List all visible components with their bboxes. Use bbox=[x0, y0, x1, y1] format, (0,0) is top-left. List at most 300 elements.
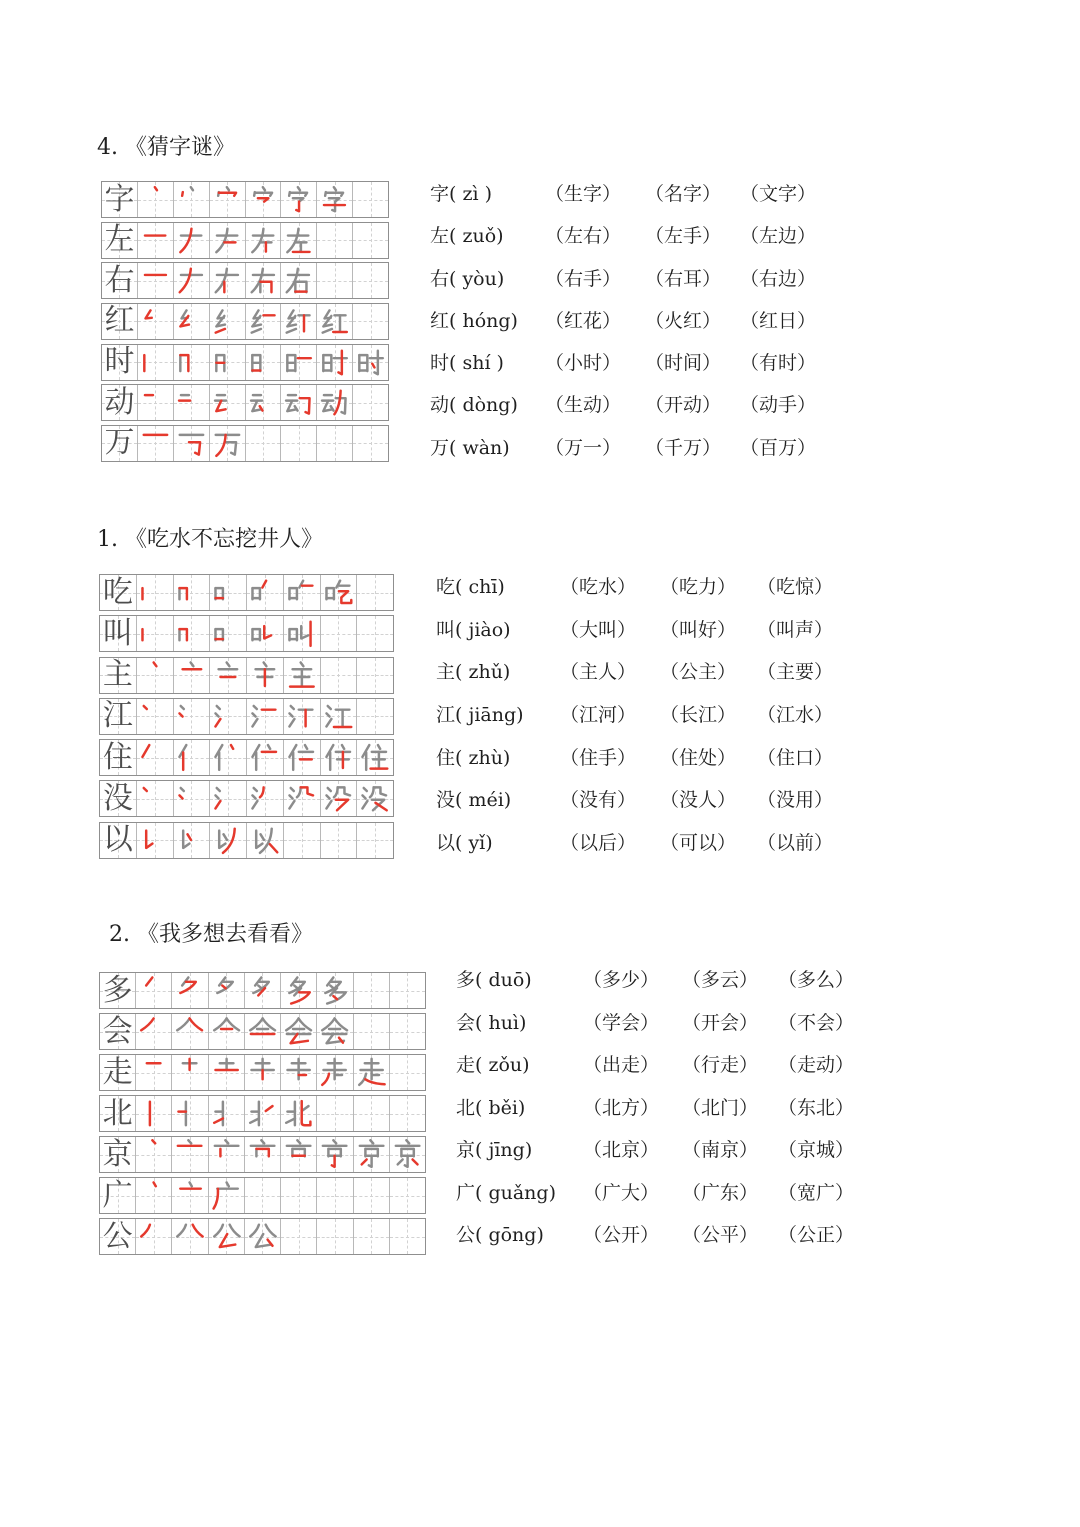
new-stroke bbox=[332, 1156, 335, 1167]
new-stroke bbox=[222, 986, 225, 989]
pinyin-entry: 多( duō) bbox=[456, 969, 532, 991]
new-stroke bbox=[297, 202, 300, 212]
new-stroke bbox=[179, 269, 190, 292]
stroke-order-step bbox=[174, 975, 205, 1006]
model-char-cell bbox=[102, 263, 138, 298]
word-entry: （长江） bbox=[660, 704, 737, 727]
word-entry: （右耳） bbox=[645, 267, 722, 290]
stroke-step-cell bbox=[137, 575, 174, 610]
previous-stroke bbox=[370, 1140, 373, 1143]
previous-stroke bbox=[224, 834, 227, 840]
word-entry: （以后） bbox=[560, 832, 637, 855]
new-stroke bbox=[141, 1225, 150, 1237]
model-char-cell bbox=[100, 658, 137, 693]
word-entry: （广东） bbox=[682, 1181, 759, 1204]
previous-stroke bbox=[190, 662, 193, 666]
model-char-cell bbox=[100, 616, 137, 651]
model-char: 会 bbox=[102, 1013, 133, 1049]
stroke-step-cell bbox=[317, 1055, 353, 1090]
stroke-order-step bbox=[319, 1139, 350, 1170]
stroke-order-step bbox=[249, 783, 281, 814]
stroke-step-cell bbox=[281, 1137, 317, 1172]
previous-stroke bbox=[375, 350, 378, 373]
stroke-step-cell bbox=[136, 1137, 172, 1172]
word-entry: （红花） bbox=[545, 309, 622, 332]
model-char: 右 bbox=[104, 262, 135, 298]
previous-stroke bbox=[266, 1225, 276, 1237]
word-list-row bbox=[436, 822, 856, 865]
stroke-order-step bbox=[212, 618, 244, 649]
new-stroke bbox=[335, 800, 347, 811]
stroke-step-cell bbox=[245, 1096, 281, 1131]
new-stroke bbox=[216, 801, 221, 808]
model-char-cell bbox=[100, 699, 137, 734]
stroke-step-cell bbox=[172, 1219, 208, 1254]
stroke-order-step bbox=[176, 428, 207, 459]
previous-stroke bbox=[178, 1018, 190, 1030]
word-list-row bbox=[456, 1214, 876, 1257]
stroke-order-step bbox=[323, 577, 355, 608]
new-stroke bbox=[231, 745, 233, 749]
previous-stroke bbox=[264, 662, 267, 666]
word-entry: （住手） bbox=[560, 746, 637, 769]
previous-stroke bbox=[288, 228, 299, 251]
new-stroke bbox=[300, 398, 310, 413]
previous-stroke bbox=[252, 713, 255, 716]
grid-row bbox=[101, 181, 389, 218]
stroke-order-step bbox=[248, 225, 279, 256]
word-entry: （出走） bbox=[583, 1054, 660, 1076]
stroke-step-cell bbox=[247, 575, 284, 610]
grid-row bbox=[99, 657, 394, 694]
empty-practice-cell bbox=[354, 973, 390, 1008]
stroke-order-step bbox=[359, 783, 391, 814]
stroke-step-cell bbox=[172, 1178, 208, 1213]
new-stroke bbox=[338, 591, 350, 603]
stroke-order-step bbox=[286, 660, 318, 691]
stroke-step-cell bbox=[209, 1014, 245, 1049]
stroke-order-step bbox=[283, 1057, 314, 1088]
stroke-step-cell bbox=[390, 1137, 425, 1172]
stroke-step-cell bbox=[247, 699, 284, 734]
stroke-order-step bbox=[138, 1098, 169, 1129]
previous-stroke bbox=[294, 986, 297, 989]
previous-stroke bbox=[331, 986, 334, 989]
pinyin-entry: 吃( chī) bbox=[436, 576, 505, 598]
new-stroke bbox=[262, 581, 266, 588]
stroke-order-step bbox=[319, 306, 350, 337]
grid-row bbox=[99, 822, 394, 859]
grid-row bbox=[99, 780, 394, 817]
word-entry: （吃水） bbox=[560, 576, 637, 598]
stroke-order-step bbox=[212, 701, 244, 732]
word-entry: （住处） bbox=[660, 746, 737, 769]
stroke-step-cell bbox=[172, 1055, 208, 1090]
stroke-order-step bbox=[319, 1057, 350, 1088]
stroke-step-cell bbox=[137, 658, 174, 693]
model-char-cell bbox=[100, 1096, 136, 1131]
stroke-order-step bbox=[356, 1139, 387, 1170]
stroke-step-cell bbox=[138, 304, 174, 339]
word-entry: （住口） bbox=[757, 746, 834, 769]
empty-practice-cell bbox=[357, 575, 393, 610]
pinyin-entry: 左( zuǒ) bbox=[430, 225, 504, 248]
empty-practice-cell bbox=[353, 385, 388, 420]
stroke-order-step bbox=[392, 1139, 423, 1170]
word-list-row bbox=[436, 779, 856, 822]
new-stroke bbox=[302, 1101, 311, 1125]
stroke-order-step bbox=[140, 428, 171, 459]
stroke-step-cell bbox=[174, 304, 210, 339]
grid-row bbox=[99, 615, 394, 652]
word-entry: （京城） bbox=[778, 1139, 855, 1161]
stroke-step-cell bbox=[174, 616, 211, 651]
stroke-step-cell bbox=[174, 658, 211, 693]
new-stroke bbox=[182, 192, 183, 196]
word-entry: （没人） bbox=[660, 789, 737, 812]
stroke-order-step bbox=[249, 660, 281, 691]
previous-stroke bbox=[251, 329, 260, 333]
word-list-row bbox=[436, 566, 856, 609]
stroke-step-cell bbox=[281, 223, 317, 258]
empty-practice-cell bbox=[353, 426, 388, 461]
word-entry: （北门） bbox=[682, 1096, 759, 1119]
stroke-step-cell bbox=[210, 575, 247, 610]
new-stroke bbox=[335, 391, 341, 414]
new-stroke bbox=[193, 1225, 203, 1237]
empty-practice-cell bbox=[317, 1178, 353, 1213]
stroke-step-cell bbox=[354, 1055, 390, 1090]
stroke-step-cell bbox=[174, 575, 211, 610]
stroke-order-step bbox=[174, 1139, 205, 1170]
stroke-order-step bbox=[212, 660, 244, 691]
previous-stroke bbox=[333, 788, 337, 798]
previous-stroke bbox=[250, 1225, 259, 1237]
stroke-order-step bbox=[139, 742, 171, 773]
previous-stroke bbox=[326, 719, 331, 726]
word-entry: （叫声） bbox=[757, 618, 834, 641]
empty-practice-cell bbox=[321, 823, 358, 858]
stroke-step-cell bbox=[247, 823, 284, 858]
stroke-step-cell bbox=[284, 658, 321, 693]
stroke-step-cell bbox=[174, 740, 211, 775]
word-entry: （北京） bbox=[583, 1139, 660, 1161]
word-list-row bbox=[430, 384, 850, 426]
stroke-step-cell bbox=[281, 182, 317, 217]
previous-stroke bbox=[226, 1182, 228, 1186]
stroke-order-step bbox=[319, 347, 350, 378]
new-stroke bbox=[223, 829, 235, 853]
stroke-order-step bbox=[286, 701, 318, 732]
word-entry: （广大） bbox=[583, 1181, 660, 1204]
word-entry: （公开） bbox=[583, 1224, 660, 1246]
stroke-order-step bbox=[139, 660, 171, 691]
word-entry: （开动） bbox=[645, 394, 722, 417]
stroke-step-cell bbox=[210, 658, 247, 693]
new-stroke bbox=[179, 796, 182, 799]
model-char: 公 bbox=[102, 1218, 133, 1254]
previous-stroke bbox=[286, 1118, 295, 1122]
stroke-order-step bbox=[319, 387, 350, 418]
new-stroke bbox=[365, 1079, 384, 1084]
previous-stroke bbox=[301, 626, 308, 638]
word-entry: （红日） bbox=[740, 309, 817, 332]
model-char-cell bbox=[102, 426, 138, 461]
stroke-order-step bbox=[176, 265, 207, 296]
stroke-order-step bbox=[140, 225, 171, 256]
pinyin-entry: 右( yòu) bbox=[430, 267, 505, 290]
empty-practice-cell bbox=[354, 1219, 390, 1254]
empty-practice-cell bbox=[353, 182, 388, 217]
stroke-step-cell bbox=[247, 616, 284, 651]
stroke-step-cell bbox=[281, 304, 317, 339]
pinyin-entry: 万( wàn) bbox=[430, 436, 510, 459]
stroke-order-step bbox=[212, 577, 244, 608]
new-stroke bbox=[143, 788, 146, 791]
empty-practice-cell bbox=[245, 1178, 281, 1213]
word-entry: （江水） bbox=[757, 704, 834, 727]
grid-row bbox=[101, 222, 389, 259]
previous-stroke bbox=[370, 788, 374, 798]
previous-stroke bbox=[229, 1225, 239, 1237]
stroke-step-cell bbox=[138, 263, 174, 298]
stroke-step-cell bbox=[174, 263, 210, 298]
previous-stroke bbox=[298, 187, 300, 190]
previous-stroke bbox=[290, 706, 293, 709]
stroke-step-cell bbox=[172, 1014, 208, 1049]
new-stroke bbox=[219, 1234, 235, 1247]
model-char-cell bbox=[102, 345, 138, 380]
pinyin-entry: 叫( jiào) bbox=[436, 618, 511, 641]
stroke-step-cell bbox=[317, 973, 353, 1008]
stroke-order-step bbox=[140, 387, 171, 418]
model-char: 多 bbox=[102, 972, 133, 1008]
word-entry: （江河） bbox=[560, 704, 637, 727]
grid-row bbox=[101, 384, 389, 421]
word-entry: （火红） bbox=[645, 309, 722, 332]
empty-practice-cell bbox=[321, 658, 358, 693]
previous-stroke bbox=[287, 329, 296, 333]
empty-practice-cell bbox=[317, 1219, 353, 1254]
stroke-step-cell bbox=[210, 426, 246, 461]
stroke-order-step bbox=[286, 742, 318, 773]
pinyin-entry: 会( huì) bbox=[456, 1011, 527, 1034]
word-entry: （小时） bbox=[545, 352, 622, 375]
previous-stroke bbox=[341, 745, 343, 749]
previous-stroke bbox=[225, 442, 236, 454]
stroke-order-step bbox=[248, 347, 279, 378]
new-stroke bbox=[260, 788, 264, 798]
stroke-step-cell bbox=[247, 740, 284, 775]
previous-stroke bbox=[226, 187, 228, 190]
stroke-order-step bbox=[211, 1016, 242, 1047]
word-list-row bbox=[456, 959, 876, 1002]
stroke-order-step bbox=[138, 1180, 169, 1211]
model-char: 动 bbox=[104, 384, 135, 420]
pinyin-entry: 北( běi) bbox=[456, 1096, 526, 1119]
stroke-step-cell bbox=[245, 1014, 281, 1049]
previous-stroke bbox=[305, 745, 307, 749]
stroke-step-cell bbox=[317, 1137, 353, 1172]
model-char: 吃 bbox=[102, 574, 133, 610]
stroke-step-cell bbox=[321, 575, 358, 610]
word-entry: （南京） bbox=[682, 1139, 759, 1161]
model-char: 江 bbox=[102, 698, 133, 734]
empty-practice-cell bbox=[281, 426, 317, 461]
stroke-step-cell bbox=[136, 1178, 172, 1213]
model-char-cell bbox=[102, 385, 138, 420]
pinyin-entry: 以( yǐ) bbox=[436, 832, 493, 855]
stroke-order-step bbox=[323, 701, 355, 732]
empty-practice-cell bbox=[357, 699, 393, 734]
stroke-step-cell bbox=[209, 1137, 245, 1172]
new-stroke bbox=[213, 1189, 217, 1209]
stroke-order-step bbox=[249, 577, 281, 608]
stroke-order-step bbox=[247, 1139, 278, 1170]
word-entry: （主人） bbox=[560, 661, 637, 684]
previous-stroke bbox=[256, 830, 262, 847]
grid-row bbox=[101, 425, 389, 462]
stroke-step-cell bbox=[246, 345, 282, 380]
word-entry: （走动） bbox=[778, 1054, 855, 1076]
stroke-step-cell bbox=[136, 1055, 172, 1090]
stroke-order-step bbox=[249, 701, 281, 732]
word-list-row bbox=[436, 609, 856, 652]
stroke-step-cell bbox=[209, 1178, 245, 1213]
word-entry: （开会） bbox=[682, 1011, 759, 1034]
word-entry: （百万） bbox=[740, 436, 817, 459]
stroke-step-cell bbox=[210, 781, 247, 816]
previous-stroke bbox=[227, 662, 230, 666]
word-entry: （没用） bbox=[757, 789, 834, 812]
stroke-order-step bbox=[139, 783, 171, 814]
stroke-step-cell bbox=[174, 345, 210, 380]
stroke-step-cell bbox=[284, 699, 321, 734]
stroke-order-step bbox=[319, 975, 350, 1006]
word-list-row bbox=[436, 694, 856, 737]
model-char-cell bbox=[100, 1137, 136, 1172]
pinyin-entry: 动( dòng) bbox=[430, 394, 518, 417]
stroke-order-step bbox=[286, 783, 318, 814]
stroke-step-cell bbox=[137, 781, 174, 816]
word-list-row bbox=[456, 1087, 876, 1130]
stroke-order-step bbox=[283, 1139, 314, 1170]
previous-stroke bbox=[289, 796, 292, 799]
previous-stroke bbox=[217, 788, 220, 791]
model-char: 时 bbox=[104, 344, 135, 380]
previous-stroke bbox=[216, 796, 219, 799]
empty-practice-cell bbox=[281, 1219, 317, 1254]
new-stroke bbox=[334, 996, 338, 999]
stroke-order-step bbox=[140, 184, 171, 215]
grid-row bbox=[99, 1136, 426, 1173]
new-stroke bbox=[153, 1140, 156, 1143]
pinyin-entry: 广( guǎng) bbox=[456, 1181, 556, 1204]
stroke-step-cell bbox=[284, 575, 321, 610]
previous-stroke bbox=[374, 788, 386, 796]
new-stroke bbox=[372, 363, 374, 367]
model-char-cell bbox=[100, 823, 137, 858]
word-list bbox=[436, 566, 856, 865]
model-char: 广 bbox=[102, 1177, 133, 1213]
word-entry: （叫好） bbox=[660, 618, 737, 641]
stroke-order-grid bbox=[101, 181, 389, 462]
stroke-order-step bbox=[211, 1098, 242, 1129]
stroke-step-cell bbox=[137, 823, 174, 858]
stroke-order-step bbox=[286, 618, 318, 649]
word-entry: （不会） bbox=[778, 1011, 855, 1034]
word-entry: （可以） bbox=[660, 832, 737, 855]
pinyin-entry: 走( zǒu) bbox=[456, 1054, 530, 1076]
stroke-step-cell bbox=[136, 973, 172, 1008]
model-char-cell bbox=[102, 304, 138, 339]
previous-stroke bbox=[214, 1225, 223, 1237]
model-char-cell bbox=[100, 1219, 136, 1254]
stroke-order-step bbox=[211, 1057, 242, 1088]
new-stroke bbox=[141, 1018, 153, 1030]
stroke-step-cell bbox=[281, 1055, 317, 1090]
previous-stroke bbox=[378, 745, 380, 749]
empty-practice-cell bbox=[284, 823, 321, 858]
new-stroke bbox=[257, 198, 267, 201]
pinyin-entry: 红( hóng) bbox=[430, 309, 518, 332]
model-char: 以 bbox=[102, 822, 133, 858]
new-stroke bbox=[216, 719, 221, 726]
stroke-order-step bbox=[211, 1180, 242, 1211]
stroke-step-cell bbox=[210, 699, 247, 734]
new-stroke bbox=[339, 350, 342, 373]
stroke-step-cell bbox=[321, 740, 358, 775]
grid-row bbox=[101, 303, 389, 340]
stroke-step-cell bbox=[281, 385, 317, 420]
previous-stroke bbox=[397, 1159, 402, 1164]
previous-stroke bbox=[327, 788, 330, 791]
previous-stroke bbox=[261, 834, 264, 840]
stroke-order-step bbox=[212, 742, 244, 773]
model-char-cell bbox=[102, 182, 138, 217]
stroke-order-step bbox=[139, 701, 171, 732]
empty-practice-cell bbox=[246, 426, 282, 461]
stroke-order-step bbox=[138, 1016, 169, 1047]
stroke-step-cell bbox=[209, 1096, 245, 1131]
word-entry: （学会） bbox=[583, 1011, 660, 1034]
stroke-order-step bbox=[174, 1180, 205, 1211]
stroke-order-step bbox=[247, 1057, 278, 1088]
previous-stroke bbox=[289, 719, 294, 726]
previous-stroke bbox=[406, 1140, 409, 1143]
model-char-cell bbox=[100, 1178, 136, 1213]
previous-stroke bbox=[258, 986, 261, 989]
pinyin-entry: 江( jiāng) bbox=[436, 704, 524, 727]
word-entry: （多么） bbox=[778, 969, 855, 991]
word-list-row bbox=[456, 1002, 876, 1045]
stroke-order-step bbox=[140, 265, 171, 296]
stroke-order-step bbox=[140, 347, 171, 378]
previous-stroke bbox=[290, 193, 307, 196]
stroke-step-cell bbox=[210, 740, 247, 775]
empty-practice-cell bbox=[321, 616, 358, 651]
model-char: 住 bbox=[102, 739, 133, 775]
stroke-order-step bbox=[283, 265, 314, 296]
new-stroke bbox=[146, 977, 152, 985]
stroke-step-cell bbox=[321, 781, 358, 816]
new-stroke bbox=[218, 193, 235, 196]
stroke-step-cell bbox=[209, 1219, 245, 1254]
previous-stroke bbox=[216, 228, 227, 251]
stroke-step-cell bbox=[210, 182, 246, 217]
model-char: 字 bbox=[104, 181, 135, 217]
stroke-order-step bbox=[211, 1139, 242, 1170]
